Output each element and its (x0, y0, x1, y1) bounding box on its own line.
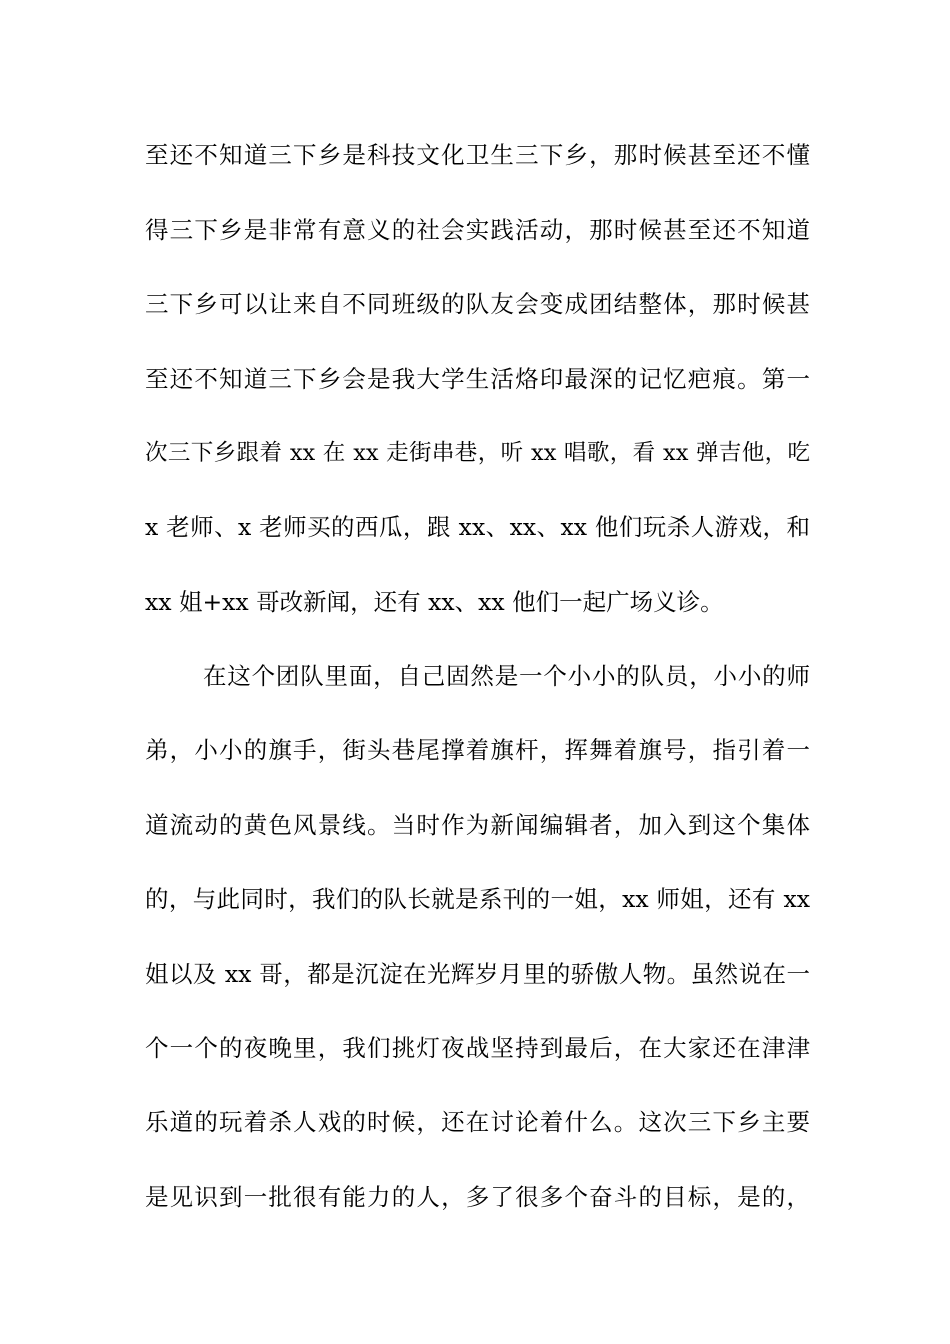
paragraph-1-line-5: 次三下乡跟着 xx 在 xx 走街串巷，听 xx 唱歌，看 xx 弹吉他，吃 (145, 440, 810, 466)
paragraph-1-line-1: 至还不知道三下乡是科技文化卫生三下乡，那时候甚至还不懂 (145, 141, 810, 169)
paragraph-2-line-3: 道流动的黄色风景线。当时作为新闻编辑者，加入到这个集体 (145, 811, 810, 839)
paragraph-2-line-2: 弟，小小的旗手，街头巷尾撑着旗杆，挥舞着旗号，指引着一 (145, 736, 810, 764)
paragraph-2-line-7: 乐道的玩着杀人戏的时候，还在讨论着什么。这次三下乡主要 (145, 1108, 810, 1136)
paragraph-2-line-4: 的，与此同时，我们的队长就是系刊的一姐，xx 师姐，还有 xx (145, 885, 810, 913)
paragraph-2-line-8: 是见识到一批很有能力的人，多了很多个奋斗的目标，是的， (145, 1183, 810, 1211)
paragraph-1-line-2: 得三下乡是非常有意义的社会实践活动，那时候甚至还不知道 (145, 216, 810, 244)
paragraph-1-line-7: xx 姐+xx 哥改新闻，还有 xx、xx 他们一起广场义诊。 (145, 588, 724, 616)
paragraph-1-line-3: 三下乡可以让来自不同班级的队友会变成团结整体，那时候甚 (145, 290, 810, 318)
paragraph-2-line-6: 个一个的夜晚里，我们挑灯夜战坚持到最后，在大家还在津津 (145, 1034, 810, 1062)
paragraph-2-line-1: 在这个团队里面，自己固然是一个小小的队员，小小的师 (203, 662, 810, 690)
paragraph-1-line-6: x 老师、x 老师买的西瓜，跟 xx、xx、xx 他们玩杀人游戏，和 (145, 513, 810, 541)
paragraph-1-line-4: 至还不知道三下乡会是我大学生活烙印最深的记忆疤痕。第一 (145, 365, 810, 393)
paragraph-2-line-5: 姐以及 xx 哥，都是沉淀在光辉岁月里的骄傲人物。虽然说在一 (145, 960, 810, 988)
